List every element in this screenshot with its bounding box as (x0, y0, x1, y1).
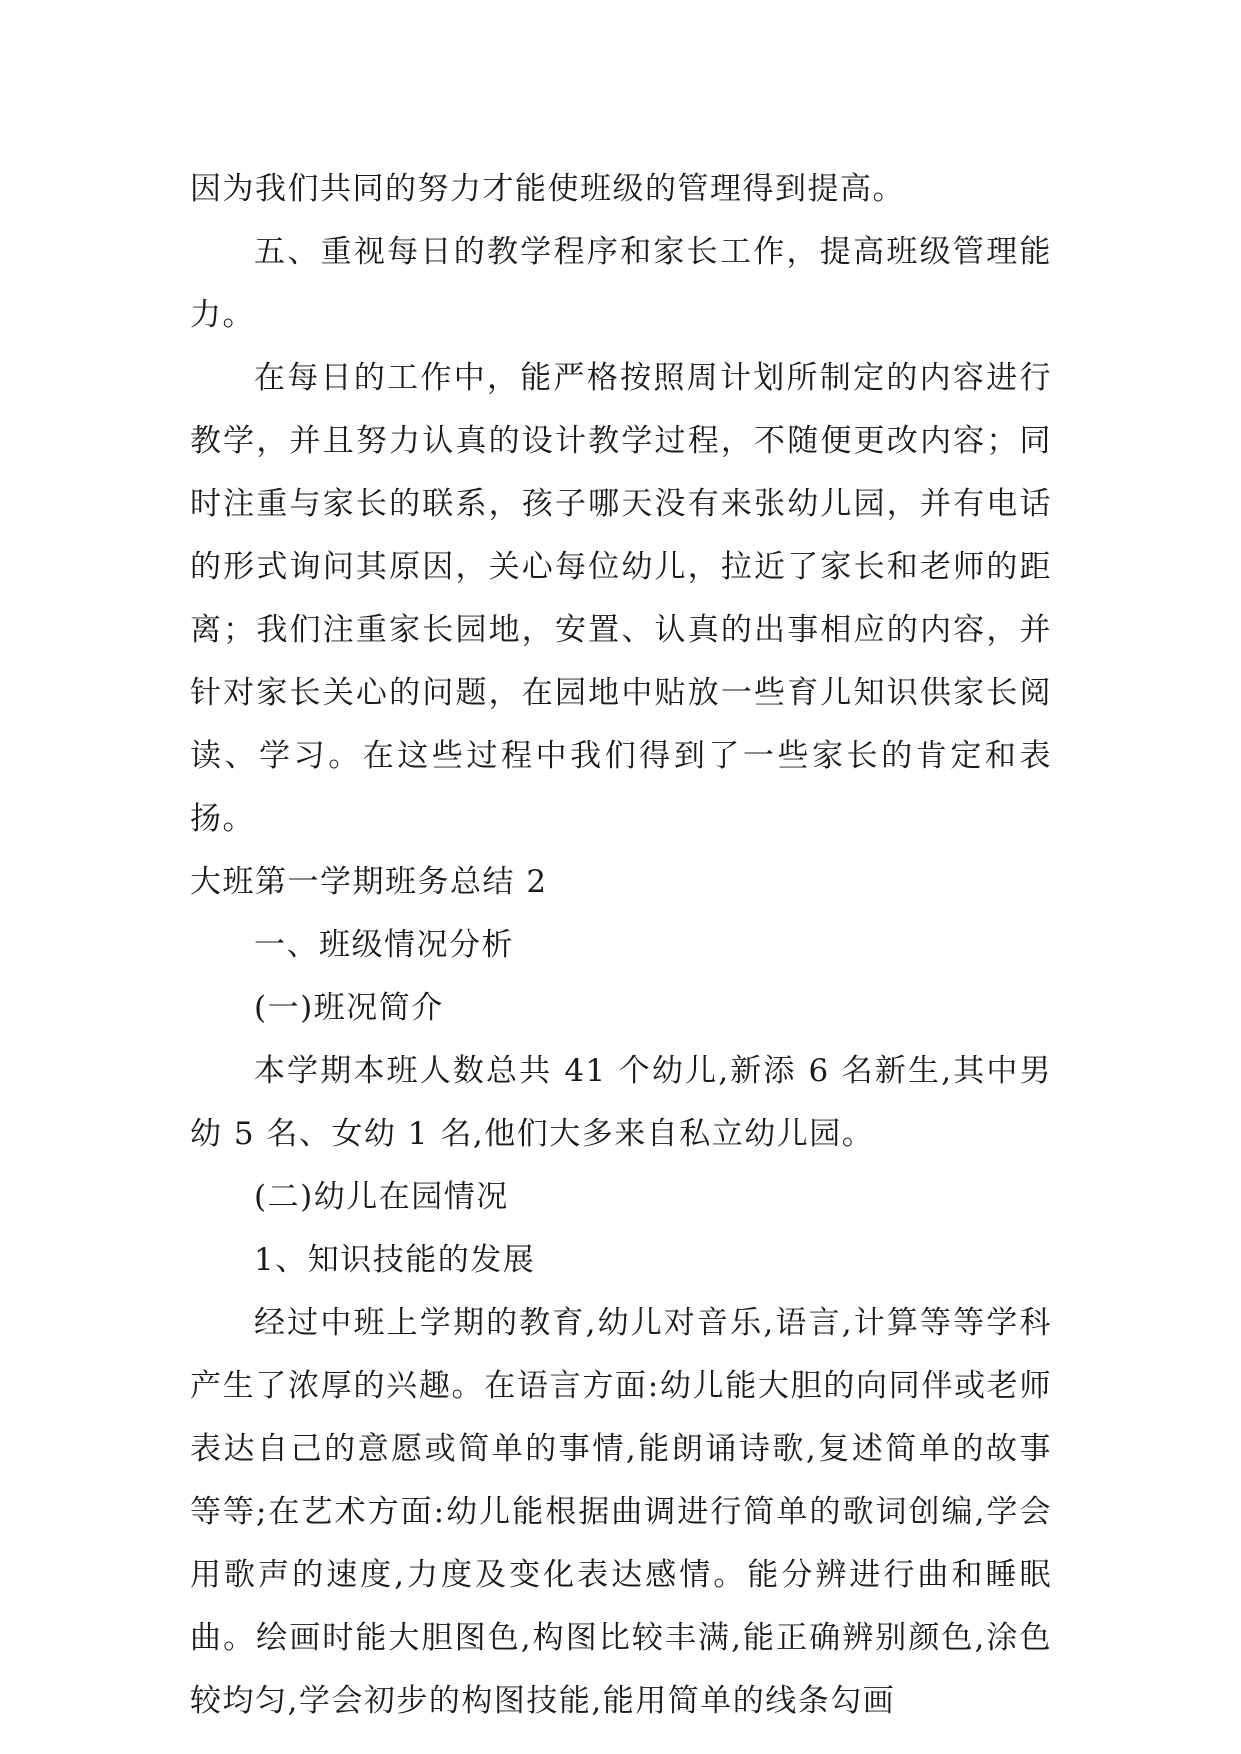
section-heading-class-analysis: 一、班级情况分析 (254, 927, 514, 963)
subheading-skills-development: 1、知识技能的发展 (254, 1242, 536, 1278)
paragraph-continuation: 因为我们共同的努力才能使班级的管理得到提高。 (190, 171, 905, 207)
document-page (190, 158, 1052, 1733)
subheading-children-status: (二)幼儿在园情况 (254, 1179, 509, 1215)
document-title: 大班第一学期班务总结 2 (190, 864, 548, 900)
paragraph-skills-development: 经过中班上学期的教育,幼儿对音乐,语言,计算等等学科产生了浓厚的兴趣。在语言方面:幼儿能大胆的向同伴或老师表达自己的意愿或简单的事情,能朗诵诗歌,复述简单的故事等等;在艺术方面:幼儿能根据曲调进行简单的歌词创编,学会用歌声的速度,力度及变化表达感情。能分辨进行曲和睡眠曲。绘画时能大胆图色,构图比较丰满,能正确辨别颜色,涂色较均匀,学会初步的构图技能,能用简单的线条勾画 (190, 1305, 1052, 1719)
paragraph-daily-work: 在每日的工作中，能严格按照周计划所制定的内容进行教学，并且努力认真的设计教学过程，不随便更改内容；同时注重与家长的联系，孩子哪天没有来张幼儿园，并有电话的形式询问其原因，关心每位幼儿，拉近了家长和老师的距离；我们注重家长园地，安置、认真的出事相应的内容，并针对家长关心的问题，在园地中贴放一些育儿知识供家长阅读、学习。在这些过程中我们得到了一些家长的肯定和表扬。 (190, 360, 1052, 837)
subheading-class-overview: (一)班况简介 (254, 990, 444, 1026)
section-heading-five: 五、重视每日的教学程序和家长工作，提高班级管理能力。 (190, 234, 1052, 333)
paragraph-class-overview: 本学期本班人数总共 41 个幼儿,新添 6 名新生,其中男幼 5 名、女幼 1 名,他们大多来自私立幼儿园。 (190, 1053, 1052, 1152)
